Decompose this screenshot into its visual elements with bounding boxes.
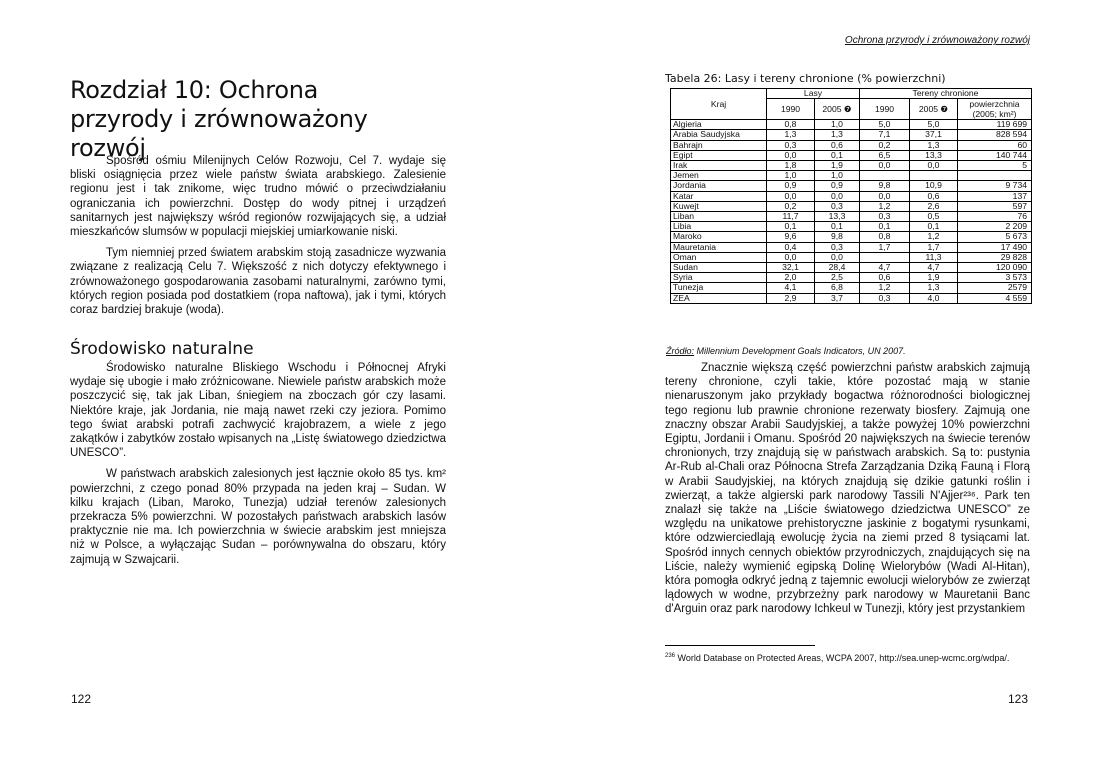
value-cell: 0,8 — [767, 120, 815, 130]
value-cell: 1,2 — [860, 201, 910, 211]
table-row — [671, 263, 1032, 273]
table-row — [671, 171, 1032, 181]
table-row — [671, 232, 1032, 242]
value-cell: 0,0 — [767, 252, 815, 262]
country-cell: Liban — [671, 212, 767, 222]
value-cell: 10,9 — [910, 181, 958, 191]
value-cell: 140 744 — [958, 150, 1032, 160]
value-cell: 4,7 — [910, 263, 958, 273]
country-cell: Syria — [671, 273, 767, 283]
country-cell: Katar — [671, 191, 767, 201]
value-cell: 4 559 — [958, 293, 1032, 303]
value-cell: 17 490 — [958, 242, 1032, 252]
source-text: Millennium Development Goals Indicators, UN 2007. — [694, 346, 906, 356]
country-cell: Egipt — [671, 150, 767, 160]
value-cell: 0,1 — [815, 222, 860, 232]
chapter-title: Rozdział 10: Ochrona przyrody i zrównoważony rozwój — [70, 76, 368, 162]
header-area: powierzchnia (2005; km²) — [958, 99, 1032, 120]
table-row — [671, 191, 1032, 201]
table-row — [671, 181, 1032, 191]
value-cell: 1,0 — [815, 171, 860, 181]
value-cell: 0,3 — [767, 140, 815, 150]
country-cell: Arabia Saudyjska — [671, 130, 767, 140]
data-table — [670, 88, 1032, 304]
page-number-left: 122 — [71, 692, 92, 706]
value-cell: 5 673 — [958, 232, 1032, 242]
source-label: Źródło: — [666, 346, 695, 356]
table-row — [671, 293, 1032, 303]
country-cell: Algieria — [671, 120, 767, 130]
country-cell: Kuwejt — [671, 201, 767, 211]
country-cell: Libia — [671, 222, 767, 232]
footnote — [665, 653, 1009, 663]
table-caption: Tabela 26: Lasy i tereny chronione (% powierzchni) — [665, 72, 946, 85]
value-cell: 1,2 — [910, 232, 958, 242]
table-row — [671, 130, 1032, 140]
footnote-rule — [665, 645, 815, 646]
value-cell: 4,7 — [860, 263, 910, 273]
right-page — [550, 0, 1100, 777]
value-cell: 2 209 — [958, 222, 1032, 232]
value-cell: 137 — [958, 191, 1032, 201]
value-cell: 13,3 — [910, 150, 958, 160]
value-cell: 2,6 — [910, 201, 958, 211]
value-cell: 1,3 — [910, 283, 958, 293]
value-cell: 11,7 — [767, 212, 815, 222]
value-cell: 2,0 — [767, 273, 815, 283]
value-cell: 0,3 — [815, 201, 860, 211]
value-cell: 0,3 — [815, 242, 860, 252]
value-cell: 1,9 — [910, 273, 958, 283]
country-cell: Mauretania — [671, 242, 767, 252]
value-cell: 3,7 — [815, 293, 860, 303]
value-cell: 5,0 — [910, 120, 958, 130]
value-cell: 0,0 — [767, 191, 815, 201]
value-cell: 9 734 — [958, 181, 1032, 191]
country-cell: Maroko — [671, 232, 767, 242]
value-cell: 0,1 — [815, 150, 860, 160]
value-cell: 0,8 — [860, 232, 910, 242]
header-2005: 2005 ❼ — [815, 99, 860, 120]
paragraph: W państwach arabskich zalesionych jest łącznie około 85 tys. km² powierzchni, z czego ponad 80% przypada na jeden kraj – Sudan. W kilku krajach (Liban, Maroko, Tunezja) udział terenów zalesionych przekracza 5% powierzchni. W pozostałych państwach arabskich lasów praktycznie nie ma. Ich powierzchnia w świecie arabskim jest mniejsza niż w Polsce, a wyłączając Sudan – porównywalna do obszaru, który zajmują w Szwajcarii. — [70, 468, 446, 566]
table-row — [671, 212, 1032, 222]
value-cell: 0,0 — [860, 161, 910, 171]
value-cell: 6,5 — [860, 150, 910, 160]
value-cell: 0,6 — [815, 140, 860, 150]
paragraph: Środowisko naturalne Bliskiego Wschodu i Północnej Afryki wydaje się ubogie i mało zróżnicowane. Niewiele państw arabskich może poszczycić się, tak jak Liban, śniegiem na zboczach gór czy lasami. Niektóre kraje, jak Jordania, nie mają nawet rzeki czy jeziora. Pomimo tego świat arabski potrafi zachwycić krajobrazem, a wiele z jego zakątków i zabytków zostało wpisanych na „Listę światowego dziedzictwa UNESCO”. — [70, 362, 446, 460]
header-2005: 2005 ❼ — [910, 99, 958, 120]
value-cell: 0,2 — [767, 201, 815, 211]
table-row — [671, 120, 1032, 130]
table-row — [671, 161, 1032, 171]
value-cell: 0,3 — [860, 293, 910, 303]
value-cell: 37,1 — [910, 130, 958, 140]
footnote-number: 236 — [665, 653, 676, 659]
value-cell: 1,8 — [767, 161, 815, 171]
table-row — [671, 150, 1032, 160]
value-cell: 597 — [958, 201, 1032, 211]
country-cell: Sudan — [671, 263, 767, 273]
value-cell: 0,1 — [767, 222, 815, 232]
page-number-right: 123 — [1007, 692, 1028, 706]
table-row — [671, 140, 1032, 150]
value-cell: 60 — [958, 140, 1032, 150]
value-cell: 0,0 — [910, 161, 958, 171]
header-tereny: Tereny chronione — [860, 89, 1032, 99]
country-cell: Tunezja — [671, 283, 767, 293]
table-row — [671, 283, 1032, 293]
value-cell: 0,0 — [815, 191, 860, 201]
value-cell: 29 828 — [958, 252, 1032, 262]
value-cell: 828 594 — [958, 130, 1032, 140]
value-cell: 5,0 — [860, 120, 910, 130]
table-row — [671, 242, 1032, 252]
value-cell: 2,5 — [815, 273, 860, 283]
intro-text — [70, 154, 446, 324]
country-cell: ZEA — [671, 293, 767, 303]
value-cell: 3 573 — [958, 273, 1032, 283]
value-cell: 1,2 — [860, 283, 910, 293]
country-cell: Jordania — [671, 181, 767, 191]
table-row — [671, 201, 1032, 211]
value-cell: 1,0 — [767, 171, 815, 181]
value-cell: 0,4 — [767, 242, 815, 252]
paragraph: Znacznie większą część powierzchni państw arabskich zajmują tereny chronione, czyli takie, które pozostać mają w stanie nienaruszonym jako przykłady bogactwa różnorodności biologicznej tego regionu lub prawnie chronione rezerwaty biosfery. Zajmują one znaczny obszar Arabii Saudyjskiej, a także powyżej 10% powierzchni Egiptu, Jordanii i Omanu. Spośród 20 największych na świecie terenów chronionych, trzy znajdują się w państwach arabskich. Są to: pustynia Ar-Rub al-Chali oraz Północna Strefa Zarządzania Dziką Fauną i Florą w Arabii Saudyjskiej, na których znajdują się dzikie gatunki roślin i zwierząt, a także algierski park narodowy Tassili N'Ajjer²³⁶. Park ten znalazł się także na „Liście światowego dziedzictwa UNESCO” ze względu na unikatowe prehistoryczne jaskinie z bogatymi rysunkami, które odzwierciedlają ewolucję życia na ziemi przed 8 tysiącami lat. Spośród innych cennych obiektów przyrodniczych, znajdujących się na Liście, należy wymienić egipską Dolinę Wielorybów (Wadi Al-Hitan), która pomogła odkryć jedną z tajemnic ewolucji wielorybów ze zwierząt lądowych w wodne, przybrzeżny park narodowy w Mauretanii Banc d'Arguin oraz park narodowy Ichkeul w Tunezji, który jest przystankiem — [665, 362, 1030, 616]
value-cell: 0,1 — [910, 222, 958, 232]
value-cell: 2579 — [958, 283, 1032, 293]
table-row — [671, 252, 1032, 262]
value-cell: 4,0 — [910, 293, 958, 303]
value-cell: 120 090 — [958, 263, 1032, 273]
value-cell: 2,9 — [767, 293, 815, 303]
value-cell — [910, 171, 958, 181]
value-cell: 0,2 — [860, 140, 910, 150]
table-row — [671, 222, 1032, 232]
value-cell: 9,6 — [767, 232, 815, 242]
value-cell: 76 — [958, 212, 1032, 222]
value-cell: 0,0 — [767, 150, 815, 160]
value-cell: 0,9 — [767, 181, 815, 191]
running-header: Ochrona przyrody i zrównoważony rozwój — [844, 35, 1030, 46]
header-lasy: Lasy — [767, 89, 860, 99]
value-cell: 1,7 — [910, 242, 958, 252]
value-cell: 1,3 — [767, 130, 815, 140]
paragraph: Tym niemniej przed światem arabskim stoją zasadnicze wyzwania związane z realizacją Celu 7. Większość z nich dotyczy efektywnego i zrównoważonego gospodarowania zasobami naturalnymi, zarówno tymi, których region posiada pod dostatkiem (ropa naftowa), jak i tymi, których coraz bardziej brakuje (woda). — [70, 247, 446, 317]
header-kraj: Kraj — [671, 89, 767, 120]
value-cell: 0,9 — [815, 181, 860, 191]
value-cell: 9,8 — [860, 181, 910, 191]
value-cell: 0,6 — [910, 191, 958, 201]
value-cell: 4,1 — [767, 283, 815, 293]
value-cell: 5 — [958, 161, 1032, 171]
value-cell: 1,0 — [815, 120, 860, 130]
value-cell: 9,8 — [815, 232, 860, 242]
value-cell: 28,4 — [815, 263, 860, 273]
country-cell: Irak — [671, 161, 767, 171]
value-cell: 0,0 — [815, 252, 860, 262]
value-cell: 0,6 — [860, 273, 910, 283]
paragraph: Spośród ośmiu Milenijnych Celów Rozwoju, Cel 7. wydaje się bliski osiągnięcia przez wiele państw świata arabskiego. Zalesienie regionu jest i tak znikome, więc trudno mówić o przeciwdziałaniu ograniczania ich powierzchni. Dostęp do wody pitnej i urządzeń sanitarnych jest największy wśród regionów rozwijających się, a udział mieszkańców slumsów w populacji miejskiej umiarkowanie niski. — [70, 155, 446, 239]
country-cell: Oman — [671, 252, 767, 262]
table-source — [666, 346, 906, 356]
right-text — [665, 361, 1030, 624]
country-cell: Jemen — [671, 171, 767, 181]
section-heading: Środowisko naturalne — [70, 339, 254, 359]
table-body — [671, 120, 1032, 304]
value-cell: 6,8 — [815, 283, 860, 293]
value-cell: 0,0 — [860, 191, 910, 201]
value-cell: 7,1 — [860, 130, 910, 140]
value-cell: 0,3 — [860, 212, 910, 222]
value-cell: 13,3 — [815, 212, 860, 222]
value-cell: 1,3 — [815, 130, 860, 140]
value-cell — [958, 171, 1032, 181]
value-cell — [860, 171, 910, 181]
value-cell: 1,3 — [910, 140, 958, 150]
value-cell: 1,7 — [860, 242, 910, 252]
header-1990: 1990 — [860, 99, 910, 120]
value-cell: 119 699 — [958, 120, 1032, 130]
value-cell: 0,1 — [860, 222, 910, 232]
country-cell: Bahrajn — [671, 140, 767, 150]
section-text — [70, 361, 446, 574]
value-cell: 32,1 — [767, 263, 815, 273]
header-1990: 1990 — [767, 99, 815, 120]
value-cell — [860, 252, 910, 262]
value-cell: 1,9 — [815, 161, 860, 171]
table-row — [671, 273, 1032, 283]
value-cell: 0,5 — [910, 212, 958, 222]
value-cell: 11,3 — [910, 252, 958, 262]
footnote-text: World Database on Protected Areas, WCPA 2007, http://sea.unep-wcmc.org/wdpa/. — [675, 653, 1010, 663]
